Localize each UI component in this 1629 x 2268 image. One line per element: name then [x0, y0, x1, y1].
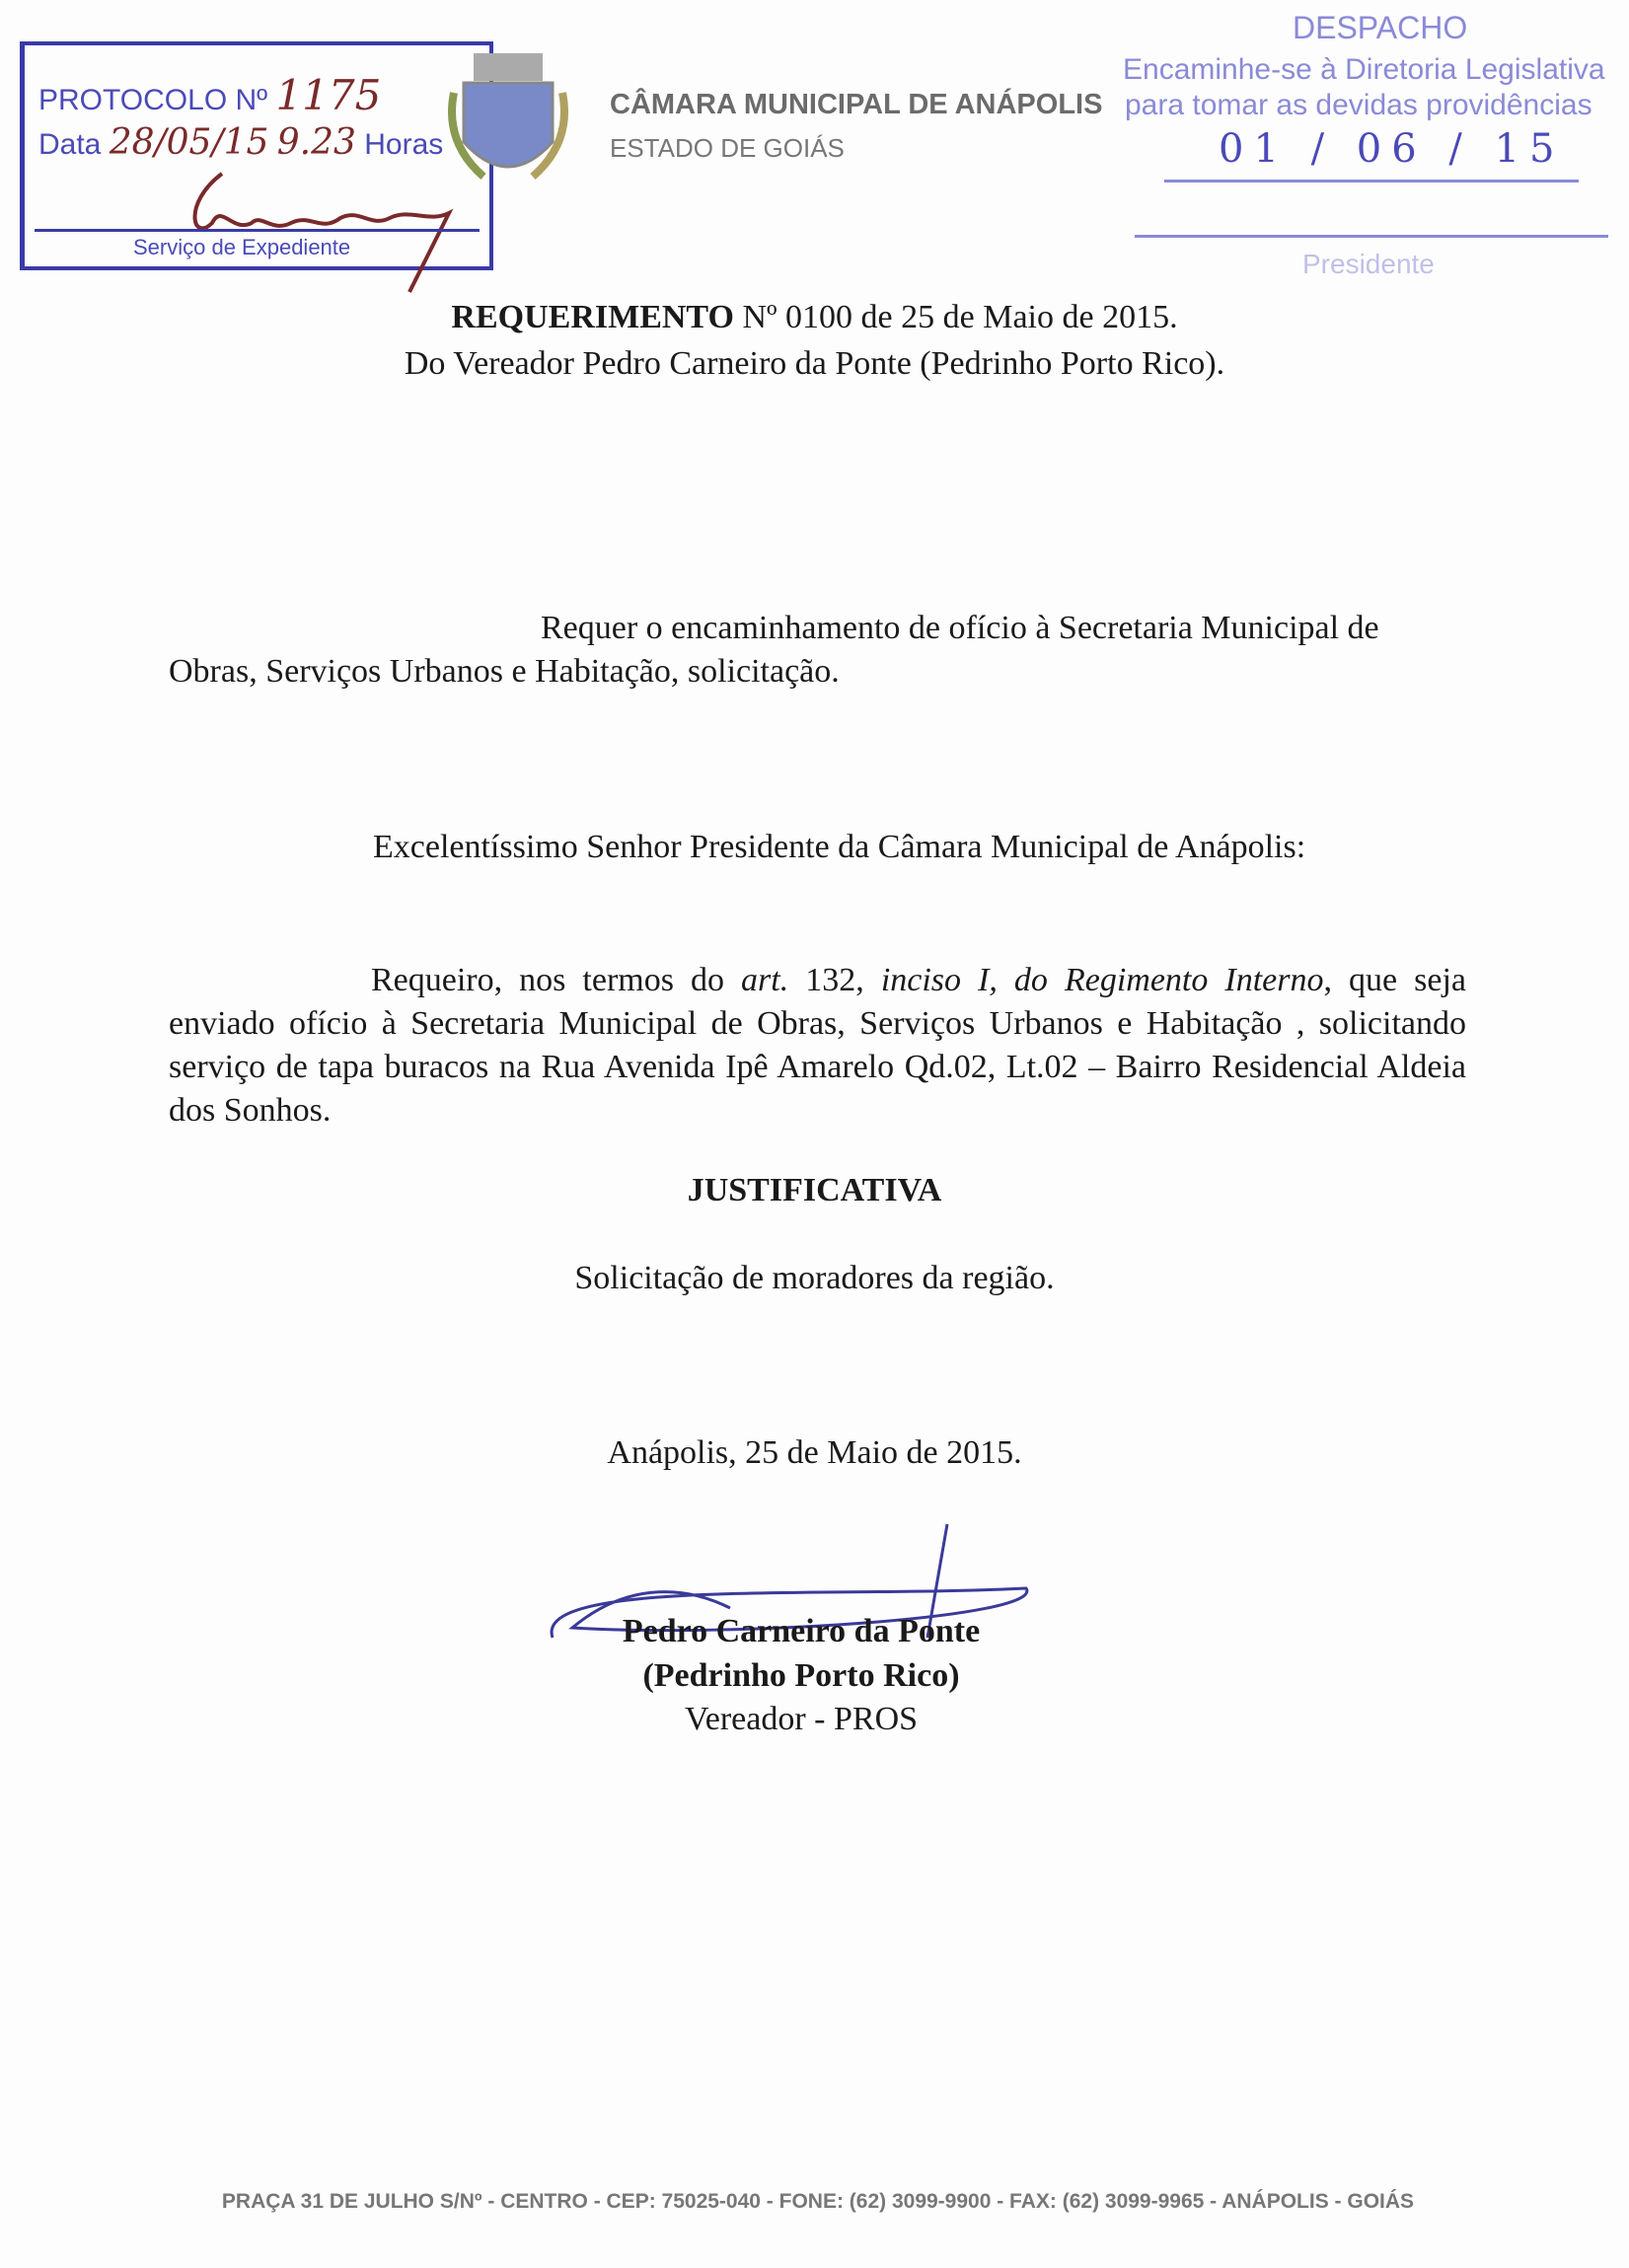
place-date: Anápolis, 25 de Maio de 2015. [607, 1434, 1022, 1471]
despacho-stamp [1125, 10, 1629, 286]
protocol-label: PROTOCOLO Nº [38, 84, 268, 116]
protocol-stamp [20, 41, 493, 270]
municipal-crest-logo [444, 43, 572, 191]
stamp-footer: Serviço de Expediente [133, 235, 351, 259]
footer-address: PRAÇA 31 DE JULHO S/Nº - CENTRO - CEP: 75025-040 - FONE: (62) 3099-9900 - FAX: (62) 3099-9965 - ANÁPOLIS - GOIÁS [221, 2190, 1415, 2213]
date-rule [1164, 180, 1579, 183]
request-body: Requeiro, nos termos do art. 132, inciso I, do Regimento Interno, que seja enviado ofício à Secretaria Municipal de Obras, Serviços Urbanos e Habitação , solicitando serviço de tapa buracos na Rua Avenida Ipê Amarelo Qd.02, Lt.02 – Bairro Residencial Aldeia dos Sonhos. [169, 962, 1467, 1129]
protocol-time: 9.23 [276, 122, 356, 163]
document-title: REQUERIMENTO Nº 0100 de 25 de Maio de 2015. [451, 299, 1178, 335]
document-author: Do Vereador Pedro Carneiro da Ponte (Pedrinho Porto Rico). [404, 345, 1225, 382]
justification-text: Solicitação de moradores da região. [574, 1260, 1055, 1296]
institution-name: CÂMARA MUNICIPAL DE ANÁPOLIS [610, 89, 1103, 120]
president-label: Presidente [1302, 249, 1435, 279]
despacho-line1: Encaminhe-se à Diretoria Legislativa [1123, 53, 1605, 86]
signature-rule [1135, 235, 1608, 238]
state-name: ESTADO DE GOIÁS [610, 133, 845, 163]
despacho-title: DESPACHO [1293, 10, 1468, 45]
signer-role: Vereador - PROS [684, 1701, 919, 1737]
despacho-line2: para tomar as devidas providências [1125, 89, 1592, 121]
despacho-date: 01 / 06 / 15 [1219, 126, 1565, 172]
signer-nickname: (Pedrinho Porto Rico) [642, 1657, 960, 1694]
protocol-number: 1175 [275, 71, 382, 119]
document-summary: Requer o encaminhamento de ofício à Secretaria Municipal de Obras, Serviços Urbanos e Habitação, solicitação. [169, 610, 1379, 690]
date-label: Data [38, 128, 102, 161]
stamp-divider [35, 229, 480, 232]
justification-heading: JUSTIFICATIVA [687, 1172, 942, 1208]
protocol-date: 28/05/15 [109, 122, 269, 163]
signer-name: Pedro Carneiro da Ponte [622, 1613, 981, 1649]
hours-label: Horas [364, 128, 444, 161]
salutation: Excelentíssimo Senhor Presidente da Câmara Municipal de Anápolis: [373, 829, 1306, 865]
